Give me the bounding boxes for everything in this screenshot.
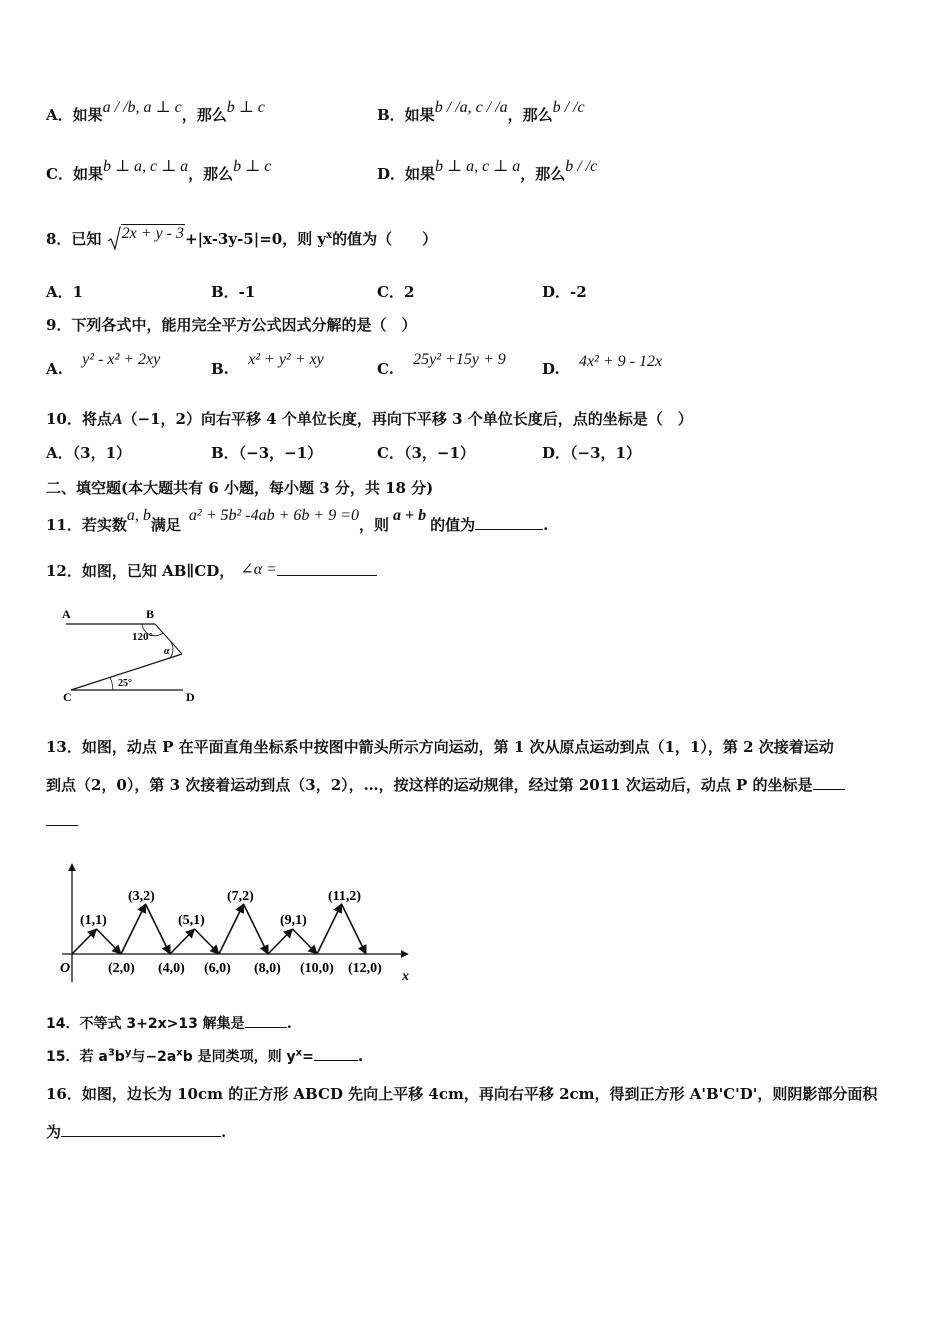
- q9-d-label: D.: [542, 360, 560, 378]
- q9-c-expression: 25y² +15y + 9: [413, 351, 506, 368]
- q11-value-of: 的值为: [430, 516, 476, 534]
- q7-a-label: A．如果: [46, 106, 103, 124]
- motion-arrow: [170, 929, 195, 954]
- q11-equation: a² + 5b² -4ab + 6b + 9 =0: [188, 507, 359, 524]
- q9-option-d: [542, 352, 663, 378]
- q15-sup-2: y: [124, 1047, 132, 1059]
- point-label-10-0: (10,0): [300, 961, 334, 976]
- q16-answer-blank[interactable]: [61, 1122, 221, 1137]
- q8-prefix: 8．已知: [46, 230, 102, 248]
- q13-answer-blank-b[interactable]: [46, 811, 78, 826]
- q12-angle: ∠α =: [240, 561, 277, 578]
- q12-stem: [46, 560, 377, 581]
- sqrt-sign-icon: [107, 226, 121, 252]
- q7-b-then: ，那么: [507, 106, 553, 124]
- q11-satisfy: 满足: [150, 516, 181, 534]
- label-25: 25°: [118, 678, 132, 689]
- motion-arrow: [244, 904, 269, 954]
- angle-alpha-arc: [169, 642, 173, 659]
- q10-stem-a: 10．将点: [46, 410, 112, 428]
- q8-stem: [46, 226, 437, 252]
- motion-arrow: [72, 929, 97, 954]
- q13-line-3: [46, 811, 78, 830]
- q16-line-1: 16．如图，边长为 10cm 的正方形 ABCD 先向上平移 4cm，再向右平移 2cm，得到正方形 A'B'C'D'，则阴影部分面积: [46, 1085, 878, 1103]
- q15-c: 与−2a: [131, 1049, 177, 1065]
- q9-b-label: B.: [211, 360, 229, 378]
- motion-arrow: [121, 904, 146, 954]
- q13-line-2-text: 到点（2，0），第 3 次接着运动到点（3，2），…，按这样的运动规律，经过第 2011 次运动后，动点 P 的坐标是: [46, 776, 813, 794]
- origin-label: O: [60, 961, 71, 976]
- point-label-12-0: (12,0): [348, 961, 382, 976]
- q7-c-then: ，那么: [188, 165, 234, 183]
- q8-option-b: B．-1: [211, 283, 256, 301]
- q11-answer-blank[interactable]: [475, 515, 543, 530]
- q7-a-result: b ⊥ c: [226, 99, 265, 116]
- motion-arrow: [195, 929, 220, 954]
- q9-d-expression: 4x² + 9 - 12x: [578, 353, 663, 370]
- point-label-7-2: (7,2): [227, 889, 254, 904]
- q8-option-a: A．1: [46, 283, 84, 301]
- motion-arrow: [146, 904, 171, 954]
- motion-arrow: [342, 904, 367, 954]
- point-label-9-1: (9,1): [280, 913, 307, 928]
- point-label-1-1: (1,1): [80, 913, 107, 928]
- q7-d-label: D．如果: [377, 165, 436, 183]
- q10-option-d: D．（−3，1）: [542, 444, 641, 462]
- point-label-11-2: (11,2): [328, 889, 362, 904]
- q8-radicand: 2x + y - 3: [121, 225, 184, 242]
- q11-vars: a, b: [126, 507, 151, 524]
- q7-option-a: [46, 99, 265, 125]
- q7-c-result: b ⊥ c: [233, 158, 272, 175]
- q16-line-2-text: 为: [46, 1123, 62, 1141]
- q8-exponent: x: [326, 230, 333, 241]
- q14-stem: [46, 1013, 292, 1033]
- motion-arrow: [97, 929, 122, 954]
- q11-sum: a + b: [393, 507, 427, 524]
- label-b: B: [146, 607, 155, 621]
- motion-arrow: [317, 904, 342, 954]
- q11-prefix: 11．若实数: [46, 516, 127, 534]
- q10-option-c: C．（3，−1）: [377, 444, 475, 462]
- motion-path: [72, 904, 366, 954]
- q9-option-a: [46, 350, 161, 378]
- label-c: C: [63, 690, 72, 704]
- q11-stem: [46, 504, 549, 534]
- q15-a: 15．若 a: [46, 1049, 108, 1065]
- label-alpha: α: [164, 646, 170, 657]
- q14-answer-blank[interactable]: [245, 1013, 287, 1028]
- q16-line-2: [46, 1121, 226, 1142]
- q8-option-c: C．2: [377, 283, 415, 301]
- point-label-6-0: (6,0): [204, 961, 231, 976]
- q8-rest: +|x-3y-5|=0，则 y: [185, 230, 327, 248]
- label-d: D: [186, 690, 195, 704]
- q15-sup-4: x: [295, 1047, 303, 1059]
- q7-a-condition: a / /b, a ⊥ c: [102, 99, 182, 116]
- q7-b-condition: b / /a, c / /a: [434, 99, 508, 116]
- q10-stem: [46, 408, 693, 429]
- q15-sup-1: 3: [107, 1047, 115, 1059]
- q9-stem: 9．下列各式中，能用完全平方公式因式分解的是（ ）: [46, 316, 417, 334]
- q15-stem: [46, 1046, 363, 1066]
- q7-option-c: [46, 158, 272, 184]
- q10-stem-b: （−1，2）向右平移 4 个单位长度，再向下平移 3 个单位长度后，点的坐标是（ ）: [122, 410, 693, 428]
- x-axis-label: x: [402, 969, 409, 984]
- point-label-2-0: (2,0): [108, 961, 135, 976]
- q13-figure: [52, 860, 417, 988]
- q9-option-c: [377, 350, 506, 378]
- q8-suffix: 的值为（ ）: [332, 230, 438, 248]
- q15-answer-blank[interactable]: [314, 1046, 358, 1061]
- label-120: 120°: [132, 631, 153, 643]
- q7-b-label: B．如果: [377, 106, 435, 124]
- label-a: A: [62, 607, 71, 621]
- motion-arrow: [268, 929, 293, 954]
- q10-option-a: A．（3，1）: [46, 444, 132, 462]
- q16-end: .: [221, 1123, 227, 1141]
- q9-b-expression: x² + y² + xy: [248, 351, 324, 368]
- q7-d-result: b / /c: [565, 158, 598, 175]
- q11-then: ，则: [359, 516, 390, 534]
- q10-point: A: [111, 411, 123, 428]
- point-label-4-0: (4,0): [158, 961, 185, 976]
- q7-a-then: ，那么: [181, 106, 227, 124]
- point-label-8-0: (8,0): [254, 961, 281, 976]
- q15-d: b 是同类项，则 y: [182, 1049, 296, 1065]
- point-label-3-2: (3,2): [128, 889, 155, 904]
- q7-c-condition: b ⊥ a, c ⊥ a: [102, 158, 189, 175]
- section-heading: 二、填空题(本大题共有 6 小题，每小题 3 分，共 18 分): [46, 479, 434, 497]
- q12-text: 12．如图，已知 AB∥CD，: [46, 562, 235, 580]
- angle-25-arc: [110, 677, 113, 690]
- q7-option-d: [377, 158, 598, 184]
- q7-option-b: [377, 99, 585, 125]
- q15-b: b: [114, 1049, 125, 1065]
- q7-c-label: C．如果: [46, 165, 103, 183]
- q9-a-expression: y² - x² + 2xy: [82, 351, 161, 368]
- q10-option-b: B．（−3，−1）: [211, 444, 323, 462]
- q15-end: .: [357, 1049, 364, 1065]
- q7-b-result: b / /c: [552, 99, 585, 116]
- point-label-5-1: (5,1): [178, 913, 205, 928]
- q12-answer-blank[interactable]: [277, 561, 377, 576]
- q9-c-label: C.: [377, 360, 394, 378]
- motion-arrow: [219, 904, 244, 954]
- q14-text: 14．不等式 3+2x>13 解集是: [46, 1016, 245, 1032]
- q14-end: .: [286, 1014, 292, 1032]
- q15-sup-3: x: [176, 1047, 183, 1059]
- q13-answer-blank-a[interactable]: [813, 775, 845, 790]
- q8-option-d: D．-2: [542, 283, 587, 301]
- q15-e: =: [302, 1049, 314, 1065]
- q13-line-2: [46, 774, 845, 795]
- q13-line-1: 13．如图，动点 P 在平面直角坐标系中按图中箭头所示方向运动，第 1 次从原点运动到点（1，1），第 2 次接着运动: [46, 738, 834, 756]
- q9-a-label: A.: [46, 360, 63, 378]
- motion-arrow: [293, 929, 318, 954]
- q11-end: .: [543, 516, 549, 534]
- q7-d-then: ，那么: [520, 165, 566, 183]
- q7-d-condition: b ⊥ a, c ⊥ a: [435, 158, 521, 175]
- q9-option-b: [211, 350, 324, 378]
- q12-figure: [58, 604, 218, 704]
